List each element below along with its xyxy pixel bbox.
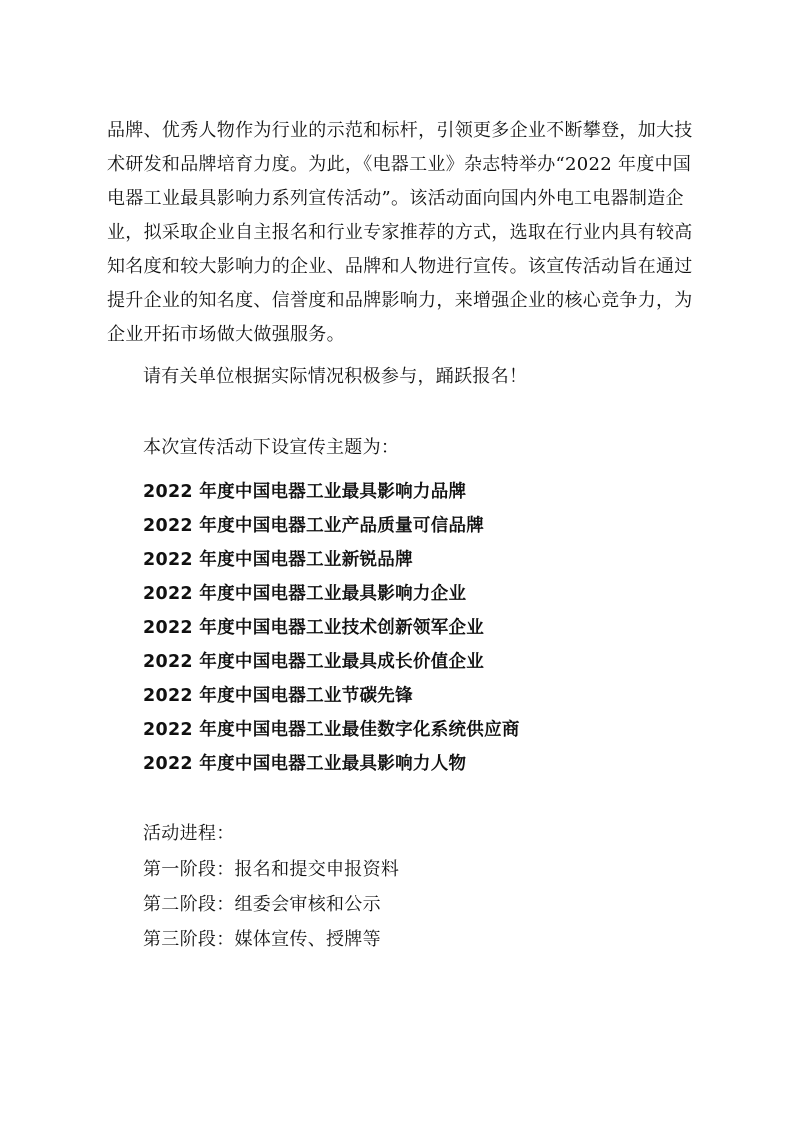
intro-line-7: 企业开拓市场做大做强服务。 xyxy=(107,324,345,345)
intro-line-5: 知名度和较大影响力的企业、品牌和人物进行宣传。该宣传活动旨在通过 xyxy=(107,256,693,277)
theme-item: 2022 年度中国电器工业最佳数字化系统供应商 xyxy=(143,720,520,740)
theme-item: 2022 年度中国电器工业技术创新领军企业 xyxy=(143,618,485,638)
intro-line-4: 业，拟采取企业自主报名和行业专家推荐的方式，选取在行业内具有较高 xyxy=(107,222,693,243)
process-heading: 活动进程： xyxy=(143,823,235,844)
themes-heading: 本次宣传活动下设宣传主题为： xyxy=(143,437,400,458)
intro-line-6: 提升企业的知名度、信誉度和品牌影响力，来增强企业的核心竞争力，为 xyxy=(107,290,693,311)
theme-item: 2022 年度中国电器工业新锐品牌 xyxy=(143,550,413,570)
invitation-text: 请有关单位根据实际情况积极参与，踊跃报名！ xyxy=(143,366,528,387)
theme-item: 2022 年度中国电器工业节碳先锋 xyxy=(143,686,413,706)
theme-item: 2022 年度中国电器工业最具影响力企业 xyxy=(143,584,467,604)
intro-line-3: 电器工业最具影响力系列宣传活动”。该活动面向国内外电工电器制造企 xyxy=(107,188,684,209)
theme-item: 2022 年度中国电器工业最具影响力品牌 xyxy=(143,482,467,502)
stage-item: 第二阶段：组委会审核和公示 xyxy=(143,894,381,915)
theme-item: 2022 年度中国电器工业最具成长价值企业 xyxy=(143,652,485,672)
stage-item: 第三阶段：媒体宣传、授牌等 xyxy=(143,929,381,950)
intro-line-1: 品牌、优秀人物作为行业的示范和标杆，引领更多企业不断攀登，加大技 xyxy=(107,120,693,141)
intro-line-2: 术研发和品牌培育力度。为此，《电器工业》杂志特举办“2022 年度中国 xyxy=(107,154,692,175)
stage-item: 第一阶段：报名和提交申报资料 xyxy=(143,859,400,880)
theme-item: 2022 年度中国电器工业产品质量可信品牌 xyxy=(143,516,485,536)
theme-item: 2022 年度中国电器工业最具影响力人物 xyxy=(143,754,467,774)
